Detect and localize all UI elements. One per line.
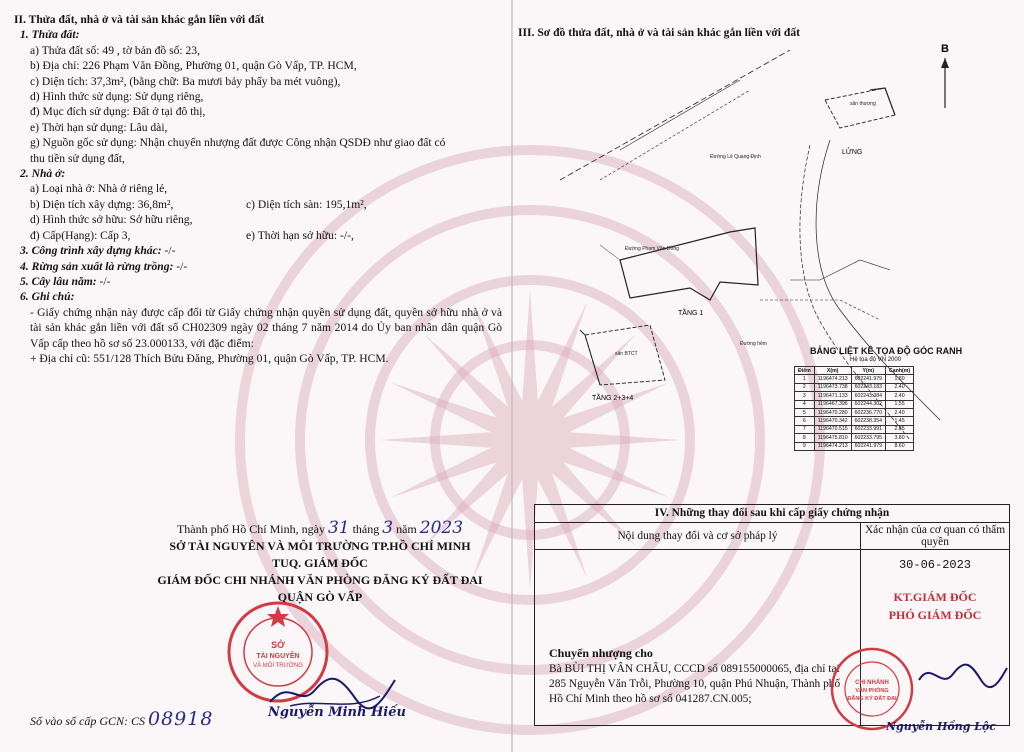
coord-cell: 2 [795,383,815,391]
coord-cell: 4 [795,400,815,408]
gcn-label: Số vào sổ cấp GCN: CS [30,714,145,728]
coord-cell: 1.80 [886,375,914,383]
section-iii-title: III. Sơ đồ thửa đất, nhà ở và tài sản khác gắn liền với đất [518,26,800,39]
coord-cell: 2.40 [886,408,914,416]
label-tang234: TẦNG 2+3+4 [592,395,634,402]
land-c: c) Diện tích: 37,3m², (bằng chữ: Ba mươi bảy phẩy ba mét vuông), [30,74,341,88]
item-4-value: -/- [173,259,188,273]
coord-cell: 9 [795,442,815,450]
item-6: 6. Ghi chú: [20,290,75,304]
coord-row [795,434,914,442]
coord-table-title: BẢNG LIỆT KÊ TỌA ĐỘ GÓC RANH [810,346,963,356]
district-line: QUẬN GÒ VẤP [277,590,363,604]
issue-date [130,520,510,538]
north-label: B [941,43,949,55]
changes-col-confirm: Xác nhận của cơ quan có thẩm quyền [864,524,1006,548]
land-e: e) Thời hạn sử dụng: Lâu dài, [30,120,168,134]
coord-cell: 2.85 [886,425,914,433]
coord-cell: 1196474.213 [814,375,851,383]
coord-cell: 602243.183 [851,383,885,391]
house-e: e) Thời hạn sở hữu: -/-, [246,228,354,242]
signature-right-icon [911,650,1011,700]
change-entry-title: Chuyển nhượng cho [549,646,653,660]
svg-text:VÀ MÔI TRƯỜNG: VÀ MÔI TRƯỜNG [253,663,303,669]
house-dde [14,228,502,243]
coord-cell: 1196467.396 [814,400,851,408]
item-5-value: -/- [96,274,111,288]
label-tang1: TẦNG 1 [678,310,704,317]
coord-cell: 5 [795,408,815,416]
coord-cell: 1196475.810 [814,434,851,442]
coord-cell: 602238.354 [851,417,885,425]
coord-cell: 1196470.342 [814,417,851,425]
coord-cell: 3.80 [886,434,914,442]
coord-cell: 6 [795,417,815,425]
coord-cell: 1196473.738 [814,383,851,391]
issuing-org: SỞ TÀI NGUYÊN VÀ MÔI TRƯỜNG TP.HỒ CHÍ MINH [169,539,471,553]
issue-month: 3 [382,518,394,538]
label-santhuong: sân thượng [850,101,876,107]
change-role-kt: KT.GIÁM ĐỐC [893,590,977,604]
coord-cell: 602243.384 [851,392,885,400]
coord-row [795,425,914,433]
coord-cell: 8.60 [886,442,914,450]
item-3-value: -/- [161,244,176,258]
section-iv-title: IV. Những thay đổi sau khi cấp giấy chứng nhận [535,505,1009,523]
coord-header: Cạnh(m) [886,367,914,375]
coord-table [794,366,914,451]
item-3-label: 3. Công trình xây dựng khác: [20,244,162,258]
section-ii [14,12,502,366]
svg-text:TÀI NGUYÊN: TÀI NGUYÊN [256,653,300,660]
item-5-label: 5. Cây lâu năm: [20,274,97,288]
coord-row [795,375,914,383]
changes-body [535,550,1009,733]
branch-line: GIÁM ĐỐC CHI NHÁNH VĂN PHÒNG ĐĂNG KÝ ĐẤT ĐAI [157,573,483,587]
tuq-line: TUQ. GIÁM ĐỐC [272,556,368,570]
coord-cell: 602236.770 [851,408,885,416]
note-text: - Giấy chứng nhận này được cấp đổi từ Giấy chứng nhận quyền sử dụng đất, quyền sở hữu nhà ở và tài sản khác gắn liền với đất số CH02309 ngày 02 tháng 7 năm 2014 do Ủy ban nhân dân quận Gò Vấp cấp theo hồ sơ số 23.000133, với đặc điểm: [30,305,502,350]
site-plan-drawing [560,50,1000,450]
coord-row [795,392,914,400]
item-5 [14,274,502,289]
svg-text:SỞ: SỞ [271,640,285,650]
label-lung: LỬNG [842,149,863,156]
coord-cell: 2.40 [886,383,914,391]
svg-text:VĂN PHÒNG: VĂN PHÒNG [855,688,889,694]
coord-cell: 602244.302 [851,400,885,408]
month-label: tháng [352,522,380,536]
changes-confirm-cell [861,550,1009,733]
issue-year: 2023 [419,518,464,538]
land-dd: đ) Mục đích sử dụng: Đất ở tại đô thị, [30,105,206,119]
changes-col-content: Nội dung thay đổi và cơ sở pháp lý [535,523,861,549]
gcn-number: 08918 [148,708,214,730]
svg-text:ĐĂNG KÝ ĐẤT ĐAI: ĐĂNG KÝ ĐẤT ĐAI [847,696,897,702]
issue-place: Thành phố Hồ Chí Minh, ngày [176,522,325,536]
changes-header [535,523,1009,550]
coord-header: Điểm [795,367,815,375]
house-heading: 2. Nhà ở: [20,167,66,181]
coord-cell: 8 [795,434,815,442]
coord-header: X(m) [814,367,851,375]
land-heading: 1. Thửa đất: [20,28,80,42]
coord-cell: 602241.979 [851,442,885,450]
coord-cell: 7 [795,425,815,433]
house-d: d) Hình thức sở hữu: Sở hữu riêng, [30,213,193,227]
coord-cell: 602233.795 [851,434,885,442]
coord-cell: 1196470.515 [814,425,851,433]
label-road1: Đường Phạm Văn Đồng [625,246,679,252]
item-3 [14,243,502,258]
land-b: b) Địa chỉ: 226 Phạm Văn Đồng, Phường 01, quận Gò Vấp, TP. HCM, [30,59,357,73]
house-a: a) Loại nhà ở: Nhà ở riêng lẻ, [30,182,168,196]
coord-cell: 602233.991 [851,425,885,433]
coord-row [795,408,914,416]
land-g: g) Nguồn gốc sử dụng: Nhận chuyển nhượng đất được Công nhận QSDĐ như giao đất có [30,136,446,150]
label-road3: Đường hẻm [740,341,767,347]
left-signer-name: Nguyễn Minh Hiếu [268,705,406,720]
page-fold-line [511,0,513,752]
coord-header: Y(m) [851,367,885,375]
house-c: c) Diện tích sàn: 195,1m², [246,197,367,211]
coord-cell: 1196471.133 [814,392,851,400]
coord-row [795,383,914,391]
item-4-label: 4. Rừng sản xuất là rừng trồng: [20,259,174,273]
house-bc [14,197,502,212]
change-entry-text: Bà BÙI THỊ VÂN CHÂU, CCCD số 089155000065, địa chỉ tại 285 Nguyễn Văn Trỗi, Phường 10, quận Phú Nhuận, Thành phố Hồ Chí Minh theo hồ sơ số 041287.CN.005; [549,663,841,705]
land-a: a) Thửa đất số: 49 , tờ bản đồ số: 23, [30,43,200,57]
gcn-register [30,708,213,730]
coord-cell: 1196474.213 [814,442,851,450]
issue-day: 31 [327,518,350,538]
section-iv-changes [534,504,1010,733]
coord-header-row [795,367,914,375]
house-b: b) Diện tích xây dựng: 36,8m², [30,197,174,211]
coord-cell: 1196470.280 [814,408,851,416]
year-label: năm [396,522,417,536]
left-signature-block [130,520,510,606]
label-sanbac: sân BTCT [615,351,638,357]
land-d: d) Hình thức sử dụng: Sử dụng riêng, [30,90,204,104]
coord-cell: 1 [795,375,815,383]
coord-cell: 2.40 [886,392,914,400]
coord-row [795,417,914,425]
change-role-pgd: PHÓ GIÁM ĐỐC [888,608,982,622]
land-g2: thu tiền sử dụng đất, [30,151,125,165]
coord-row [795,442,914,450]
coord-row [795,400,914,408]
right-signer-name: Nguyễn Hồng Lộc [886,720,996,733]
label-road2: Đường Lê Quang Định [710,154,761,160]
coord-table-subtitle: Hệ tọa độ VN 2000 [850,357,902,363]
coord-cell: 1.55 [886,400,914,408]
house-dd: đ) Cấp(Hạng): Cấp 3, [30,228,131,242]
coord-cell: 1.45 [886,417,914,425]
change-date: 30-06-2023 [898,558,971,572]
note-old-address: + Địa chỉ cũ: 551/128 Thích Bửu Đăng, Phường 01, quận Gò Vấp, TP. HCM. [30,351,389,365]
coord-cell: 602241.979 [851,375,885,383]
section-ii-title: II. Thửa đất, nhà ở và tài sản khác gắn liền với đất [14,13,265,26]
changes-content-cell [535,550,897,725]
coord-cell: 3 [795,392,815,400]
item-4 [14,259,502,274]
svg-text:CHI NHÁNH: CHI NHÁNH [855,680,889,686]
